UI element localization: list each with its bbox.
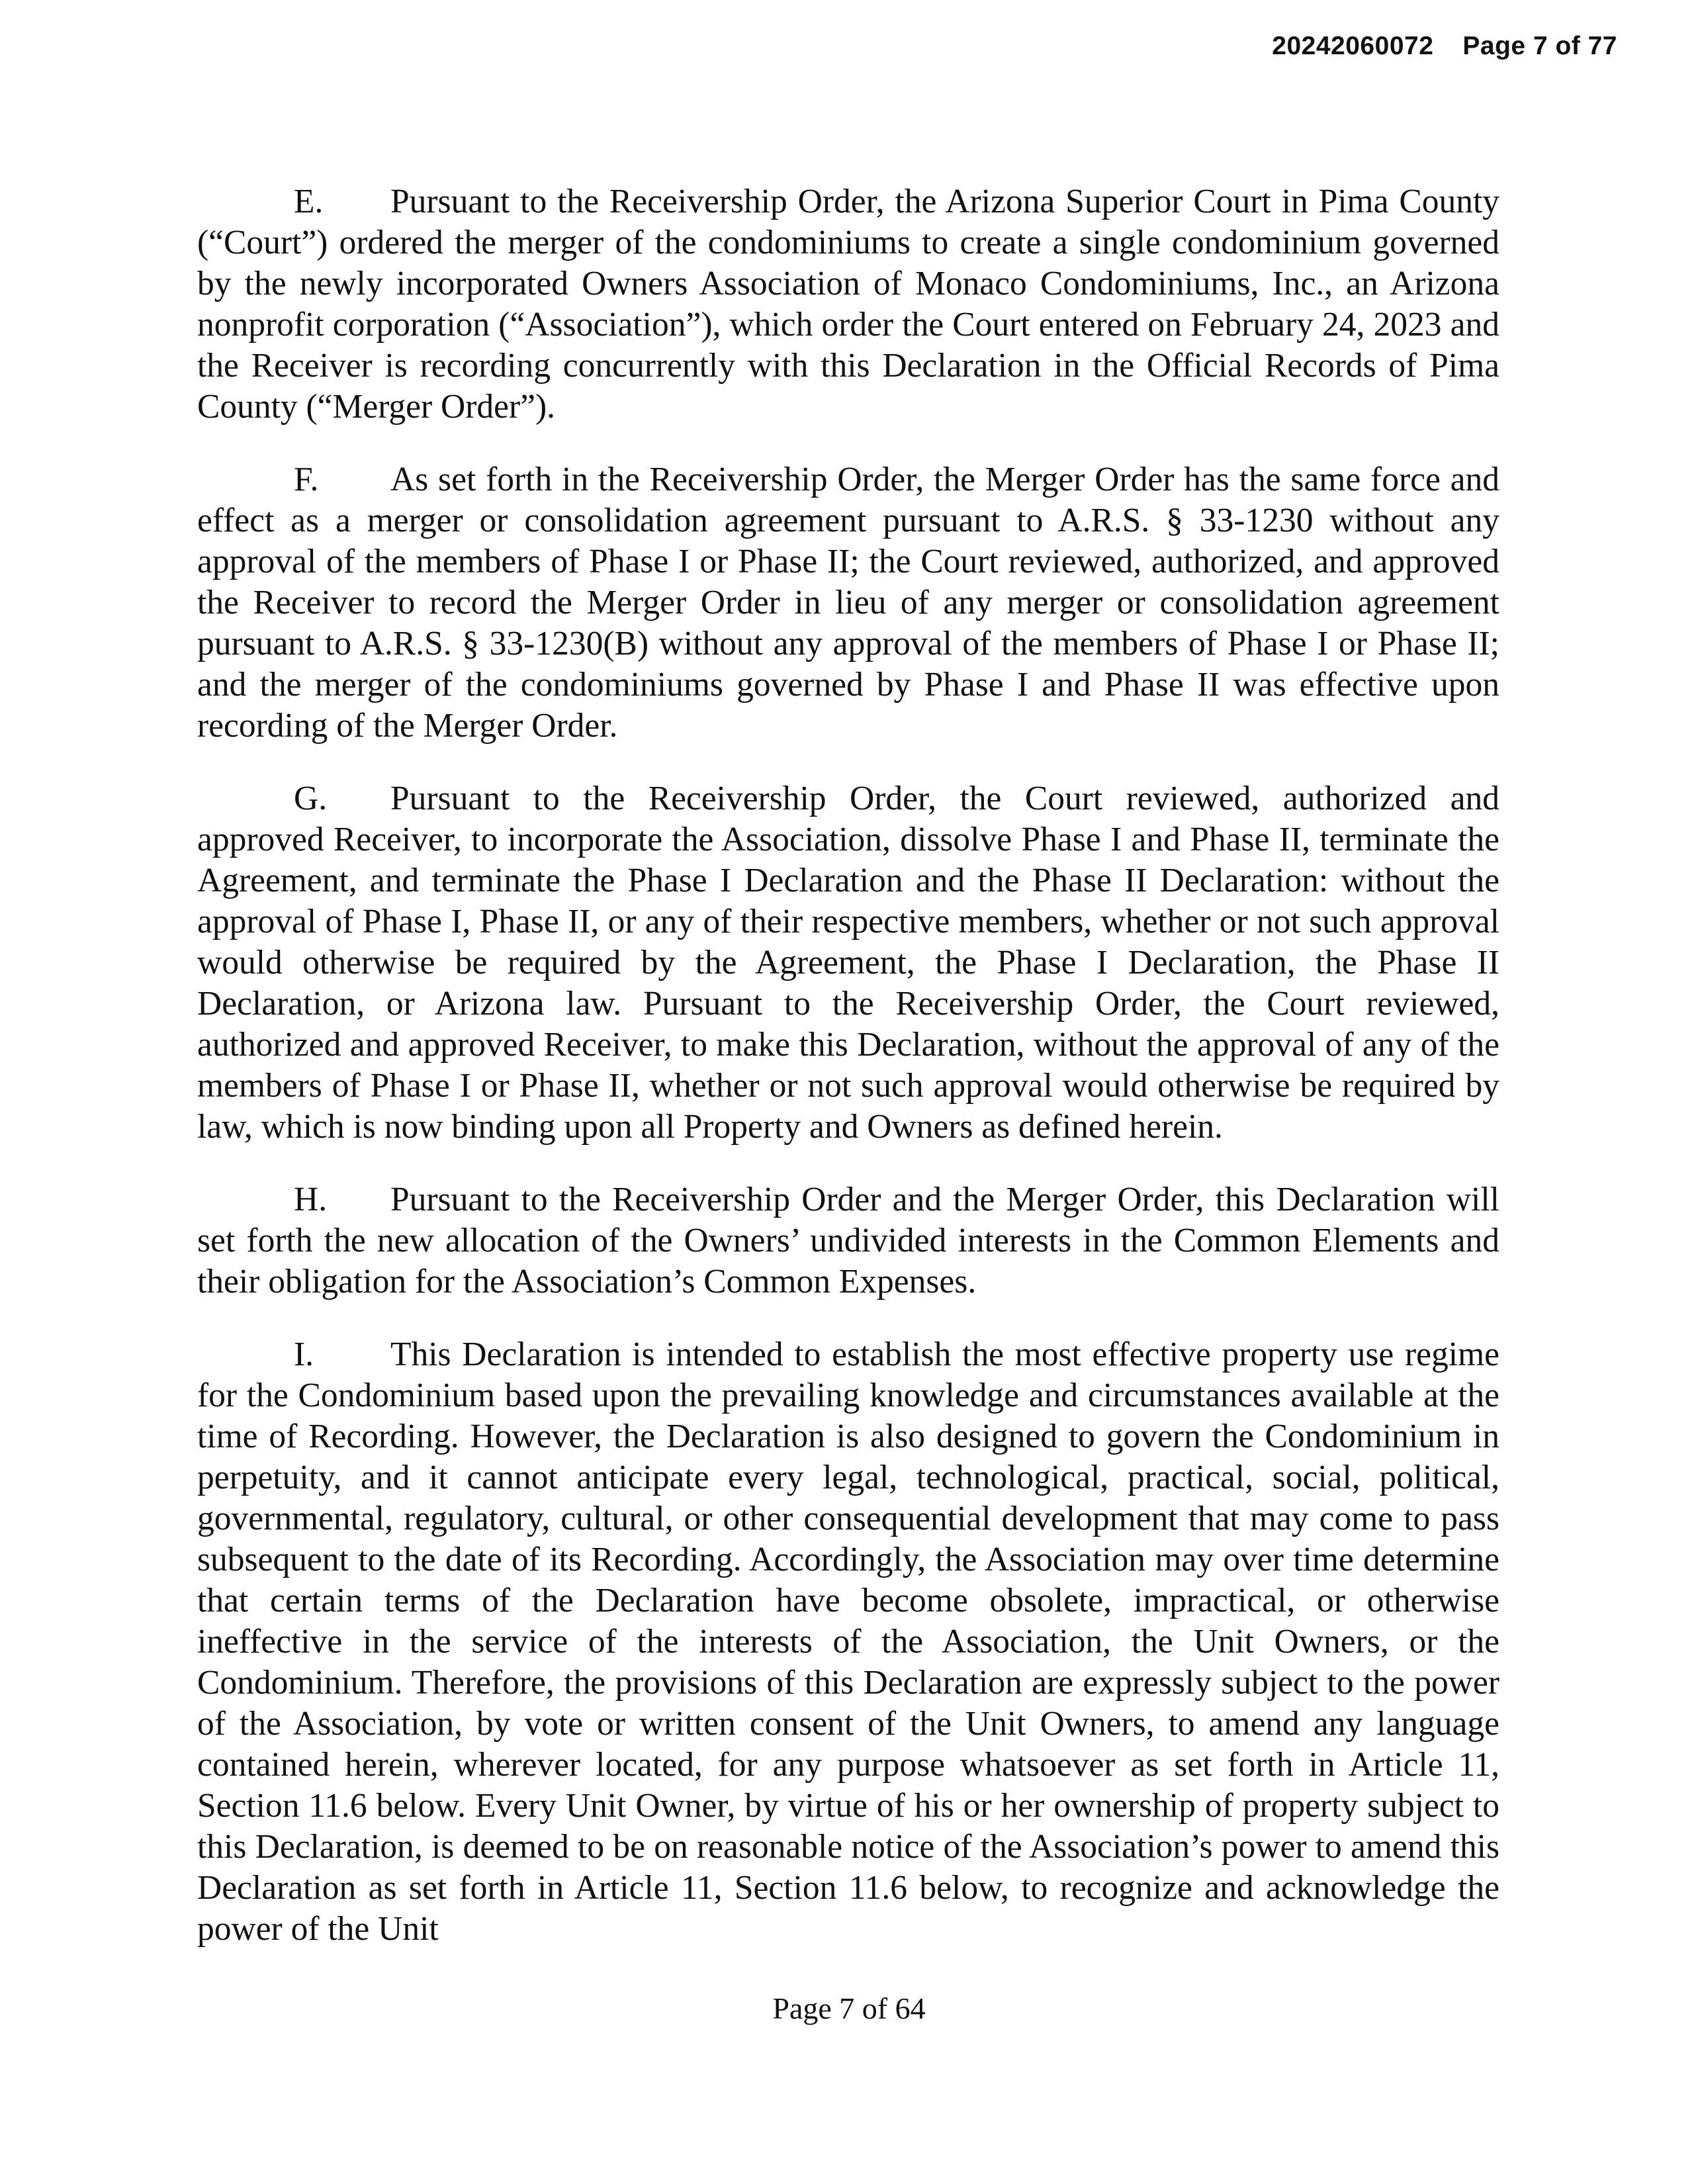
document-body: [197, 181, 1499, 1981]
recording-header: [1272, 32, 1617, 61]
paragraph-i: [197, 1334, 1499, 1950]
paragraph-label: F.: [294, 461, 319, 498]
recording-page-label: Page 7 of 77: [1462, 32, 1617, 60]
document-number: 20242060072: [1272, 32, 1434, 60]
paragraph-text: Pursuant to the Receivership Order and the Merger Order, this Declaration will set forth the new allocation of the Owners’ undivided interests in the Common Elements and their obligation for the Association’s Common Expenses.: [197, 1181, 1499, 1300]
page-number: Page 7 of 64: [772, 1991, 926, 2025]
paragraph-label: H.: [294, 1181, 328, 1218]
paragraph-label: E.: [294, 183, 324, 220]
paragraph-g: [197, 778, 1499, 1148]
paragraph-text: As set forth in the Receivership Order, the Merger Order has the same force and effect as a merger or consolidation agreement pursuant to A.R.S. § 33-1230 without any approval of the members of Phase I or Phase II; the Court reviewed, authorized, and approved the Receiver to record the Merger Order in lieu of any merger or consolidation agreement pursuant to A.R.S. § 33-1230(B) without any approval of the members of Phase I or Phase II; and the merger of the condominiums governed by Phase I and Phase II was effective upon recording of the Merger Order.: [197, 461, 1499, 745]
paragraph-label: I.: [294, 1336, 314, 1373]
paragraph-f: [197, 459, 1499, 747]
paragraph-h: [197, 1179, 1499, 1302]
paragraph-text: This Declaration is intended to establish the most effective property use regime for the Condominium based upon the prevailing knowledge and circumstances available at the time of Recording. However, the Declaration is also designed to govern the Condominium in perpetuity, and it cannot anticipate every legal, technological, practical, social, political, governmental, regulatory, cultural, or other consequential development that may come to pass subsequent to the date of its Recording. Accordingly, the Association may over time determine that certain terms of the Declaration have become obsolete, impractical, or otherwise ineffective in the service of the interests of the Association, the Unit Owners, or the Condominium. Therefore, the provisions of this Declaration are expressly subject to the power of the Association, by vote or written consent of the Unit Owners, to amend any language contained herein, wherever located, for any purpose whatsoever as set forth in Article 11, Section 11.6 below. Every Unit Owner, by virtue of his or her ownership of property subject to this Declaration, is deemed to be on reasonable notice of the Association’s power to amend this Declaration as set forth in Article 11, Section 11.6 below, to recognize and acknowledge the power of the Unit: [197, 1336, 1499, 1948]
paragraph-label: G.: [294, 780, 328, 817]
paragraph-text: Pursuant to the Receivership Order, the Arizona Superior Court in Pima County (“Court”) ordered the merger of the condominiums to create a single condominium governed by the newly incorporated Owners Association of Monaco Condominiums, Inc., an Arizona nonprofit corporation (“Association”), which order the Court entered on February 24, 2023 and the Receiver is recording concurrently with this Declaration in the Official Records of Pima County (“Merger Order”).: [197, 183, 1499, 426]
paragraph-text: Pursuant to the Receivership Order, the Court reviewed, authorized and approved Receiver, to incorporate the Association, dissolve Phase I and Phase II, terminate the Agreement, and terminate the Phase I Declaration and the Phase II Declaration: without the approval of Phase I, Phase II, or any of their respective members, whether or not such approval would otherwise be required by the Agreement, the Phase I Declaration, the Phase II Declaration, or Arizona law. Pursuant to the Receivership Order, the Court reviewed, authorized and approved Receiver, to make this Declaration, without the approval of any of the members of Phase I or Phase II, whether or not such approval would otherwise be required by law, which is now binding upon all Property and Owners as defined herein.: [197, 780, 1499, 1146]
paragraph-e: [197, 181, 1499, 428]
page-footer: [0, 1991, 1698, 2026]
